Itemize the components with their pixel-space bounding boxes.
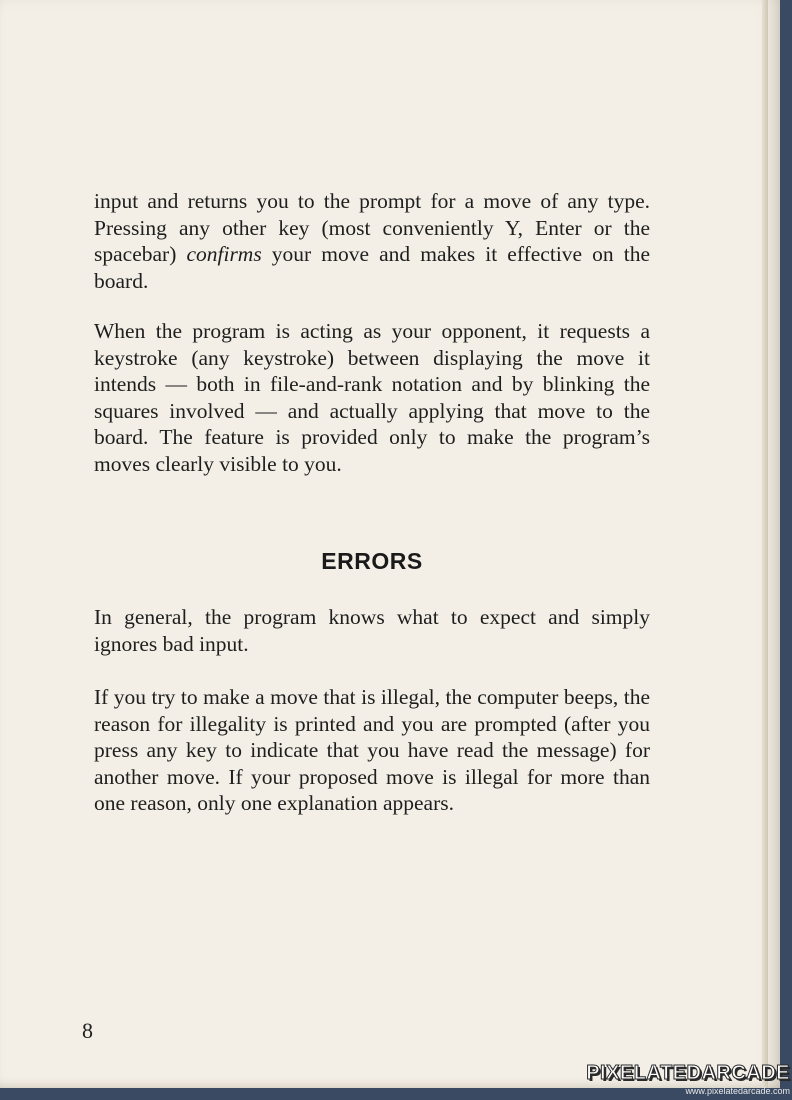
page-number: 8 — [82, 1018, 93, 1043]
watermark — [586, 1062, 790, 1096]
page-spine-shadow — [762, 0, 768, 1088]
watermark-title: PIXELATEDARCADE — [586, 1062, 790, 1084]
emphasis-confirms: confirms — [186, 242, 262, 266]
paragraph-opponent-keystroke: When the program is acting as your opponent, it requests a keystroke (any keystroke) between displaying the move it intends — both in file-and-rank notation and by blinking the squares involved — and actually applying that move to the board. The feature is provided only to make the program’s moves clearly visible to you. — [94, 319, 650, 476]
paragraph-bad-input: In general, the program knows what to expect and simply ignores bad input. — [94, 605, 650, 656]
paragraph-illegal-move: If you try to make a move that is illegal, the computer beeps, the reason for illegality is printed and you are prompted (after you press any key to indicate that you have read the message) for another move. If your proposed move is illegal for more than one reason, only one explanation appears. — [94, 685, 650, 815]
paragraph-confirm-move: input and returns you to the prompt for a move of any type. Pressing any other key (most conveniently Y, Enter or the spacebar) confirms your move and makes it effective on the board. — [94, 189, 651, 293]
section-heading-errors: ERRORS — [321, 548, 423, 574]
watermark-url: www.pixelatedarcade.com — [685, 1086, 790, 1096]
